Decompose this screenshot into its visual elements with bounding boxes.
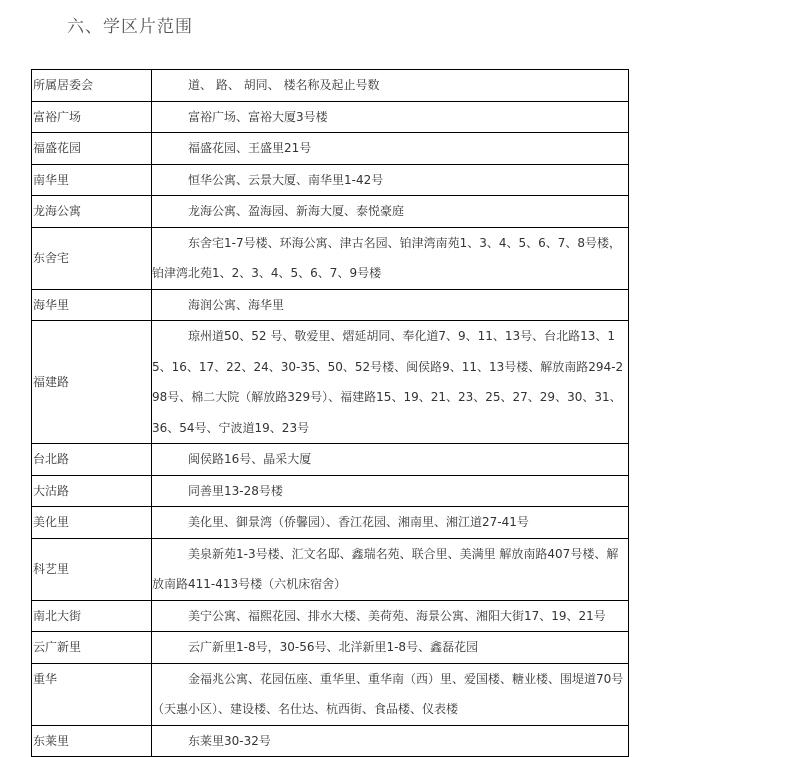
header-committee: 所属居委会	[32, 70, 152, 102]
street-list: 龙海公寓、盈海园、新海大厦、泰悦豪庭	[152, 196, 629, 228]
table-row	[32, 321, 629, 444]
committee-name: 东舍宅	[32, 227, 152, 289]
committee-name: 大沽路	[32, 475, 152, 507]
table-row	[32, 632, 629, 664]
table-row	[32, 475, 629, 507]
committee-name: 科艺里	[32, 538, 152, 600]
street-list: 东莱里30-32号	[152, 725, 629, 757]
committee-name: 福建路	[32, 321, 152, 444]
table-row	[32, 164, 629, 196]
header-streets: 道、 路、 胡同、 楼名称及起止号数	[152, 70, 629, 102]
table-row	[32, 507, 629, 539]
table-row	[32, 663, 629, 725]
table-row	[32, 289, 629, 321]
table-row	[32, 725, 629, 757]
committee-name: 南北大街	[32, 600, 152, 632]
committee-name: 龙海公寓	[32, 196, 152, 228]
street-list: 海润公寓、海华里	[152, 289, 629, 321]
street-list: 金福兆公寓、花园伍座、重华里、重华南（西）里、爱国楼、糖业楼、围堤道70号（天惠小区）、建设楼、名仕达、杭西街、食品楼、仪表楼	[152, 663, 629, 725]
table-row	[32, 227, 629, 289]
street-list: 美化里、御景湾（侨馨园）、香江花园、湘南里、湘江道27-41号	[152, 507, 629, 539]
committee-name: 美化里	[32, 507, 152, 539]
committee-name: 富裕广场	[32, 101, 152, 133]
street-list: 福盛花园、王盛里21号	[152, 133, 629, 165]
committee-name: 东莱里	[32, 725, 152, 757]
committee-name: 云广新里	[32, 632, 152, 664]
table-row	[32, 600, 629, 632]
street-list: 东舍宅1-7号楼、环海公寓、津古名园、铂津湾南苑1、3、4、5、6、7、8号楼，铂津湾北苑1、2、3、4、5、6、7、9号楼	[152, 227, 629, 289]
school-district-table	[31, 69, 629, 757]
street-list: 富裕广场、富裕大厦3号楼	[152, 101, 629, 133]
page-heading: 六、学区片范围	[67, 17, 193, 37]
street-list: 琼州道50、52 号、敬爱里、熠延胡同、奉化道7、9、11、13号、台北路13、15、16、17、22、24、30-35、50、52号楼、闽侯路9、11、13号楼、解放南路294-298号、棉二大院（解放路329号）、福建路15、19、21、23、25、27、29、30、31、36、54号、宁波道19、23号	[152, 321, 629, 444]
table-row	[32, 538, 629, 600]
committee-name: 海华里	[32, 289, 152, 321]
street-list: 同善里13-28号楼	[152, 475, 629, 507]
committee-name: 重华	[32, 663, 152, 725]
street-list: 恒华公寓、云景大厦、南华里1-42号	[152, 164, 629, 196]
committee-name: 南华里	[32, 164, 152, 196]
committee-name: 福盛花园	[32, 133, 152, 165]
table-header-row	[32, 70, 629, 102]
table-row	[32, 444, 629, 476]
table-row	[32, 196, 629, 228]
table-row	[32, 133, 629, 165]
table-row	[32, 101, 629, 133]
street-list: 美泉新苑1-3号楼、汇文名邸、鑫瑞名苑、联合里、美满里 解放南路407号楼、解放南路411-413号楼（六机床宿舍）	[152, 538, 629, 600]
street-list: 闽侯路16号、晶采大厦	[152, 444, 629, 476]
street-list: 美宁公寓、福熙花园、排水大楼、美荷苑、海景公寓、湘阳大街17、19、21号	[152, 600, 629, 632]
street-list: 云广新里1-8号，30-56号、北洋新里1-8号、鑫磊花园	[152, 632, 629, 664]
committee-name: 台北路	[32, 444, 152, 476]
